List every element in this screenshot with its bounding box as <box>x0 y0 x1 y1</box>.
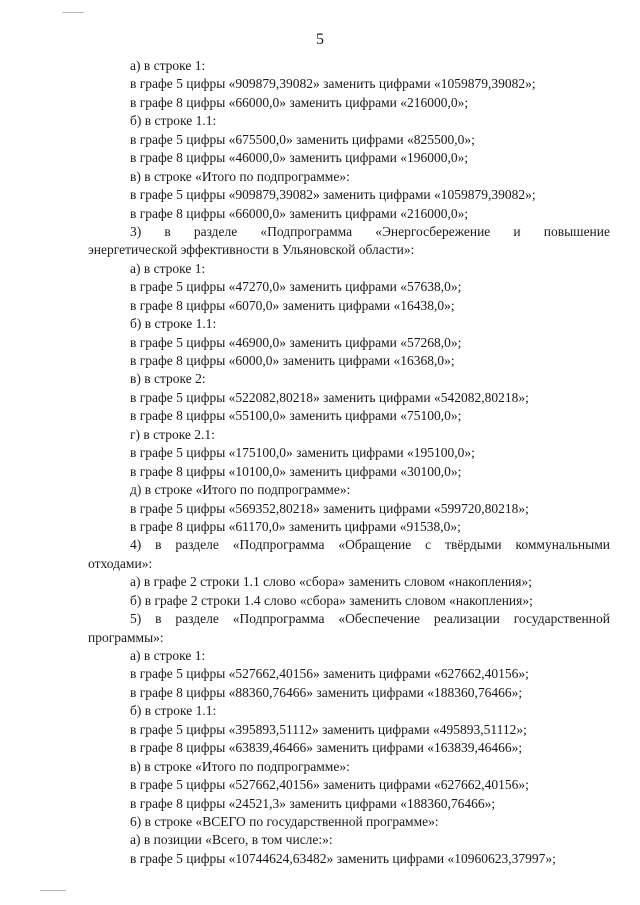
text-line: а) в позиции «Всего, в том числе:»: <box>130 832 333 848</box>
text-line: а) в строке 1: <box>130 648 206 663</box>
line-word: в <box>164 223 171 239</box>
text-line: в графе 8 цифры «63839,46466» заменить цифрами «163839,46466»; <box>130 740 523 756</box>
scan-artifact-bottom <box>40 890 66 891</box>
text-line: в графе 8 цифры «6000,0» заменить цифрами «16368,0»; <box>130 353 455 368</box>
text-line: б) в строке 1.1: <box>130 113 217 129</box>
text-line: в) в строке «Итого по подпрограмме»: <box>130 168 350 184</box>
line-word: «Подпрограмма <box>232 537 325 553</box>
text-line: отходами»: <box>88 555 153 571</box>
line-word: и <box>513 223 521 239</box>
line-word: с <box>425 537 432 553</box>
text-line: в графе 5 цифры «10744624,63482» заменить цифрами «10960623,37997»; <box>130 850 556 866</box>
line-word: разделе <box>175 537 219 553</box>
text-line: а) в строке 1: <box>130 58 206 73</box>
text-line: в графе 8 цифры «10100,0» заменить цифрами «30100,0»; <box>130 463 462 479</box>
line-word: 3) <box>130 223 142 239</box>
text-line: в графе 8 цифры «88360,76466» заменить цифрами «188360,76466»; <box>130 684 523 700</box>
line-word: повышение <box>543 223 610 239</box>
text-line: в графе 8 цифры «55100,0» заменить цифрами «75100,0»; <box>130 408 462 424</box>
text-line <box>88 536 610 554</box>
text-line: в графе 5 цифры «675500,0» заменить цифрами «825500,0»; <box>130 131 475 147</box>
line-word: в <box>155 537 162 553</box>
text-line: программы»: <box>88 629 164 645</box>
page-number: 5 <box>316 31 324 48</box>
text-line: в графе 5 цифры «522082,80218» заменить цифрами «542082,80218»; <box>130 389 529 405</box>
text-line: а) в строке 1: <box>130 260 206 276</box>
document-body <box>88 57 610 868</box>
text-line: в) в строке 2: <box>130 371 206 387</box>
text-line: б) в строке 1.1: <box>130 316 217 332</box>
line-word: твёрдыми <box>445 537 502 553</box>
text-line: д) в строке «Итого по подпрограмме»: <box>130 482 351 498</box>
text-line: г) в строке 2.1: <box>130 426 215 442</box>
text-line: б) в строке 1.1: <box>130 703 217 719</box>
text-line <box>88 610 610 628</box>
text-line: в графе 8 цифры «6070,0» заменить цифрами «16438,0»; <box>130 297 455 313</box>
text-line: энергетической эффективности в Ульяновской области»: <box>88 242 415 258</box>
scan-artifact-top <box>62 12 84 13</box>
text-line: в графе 8 цифры «61170,0» заменить цифрами «91538,0»; <box>130 518 461 534</box>
line-word: «Подпрограмма <box>260 223 353 239</box>
text-line: в графе 8 цифры «66000,0» заменить цифрами «216000,0»; <box>130 94 469 110</box>
text-line: в графе 5 цифры «395893,51112» заменить цифрами «495893,51112»; <box>130 721 527 737</box>
line-word: коммунальными <box>515 537 610 553</box>
text-line: а) в графе 2 строки 1.1 слово «сбора» заменить словом «накопления»; <box>130 574 532 590</box>
text-line: в графе 5 цифры «527662,40156» заменить цифрами «627662,40156»; <box>130 777 529 793</box>
line-word: «Обеспечение <box>338 611 420 627</box>
text-line: в графе 8 цифры «24521,3» заменить цифрами «188360,76466»; <box>130 795 496 811</box>
line-word: 4) <box>130 537 142 553</box>
line-word: государственной <box>513 611 610 627</box>
text-line: в графе 5 цифры «527662,40156» заменить цифрами «627662,40156»; <box>130 666 529 682</box>
text-line <box>88 223 610 241</box>
text-line: в графе 8 цифры «46000,0» заменить цифрами «196000,0»; <box>130 150 469 166</box>
line-word: «Подпрограмма <box>232 611 325 627</box>
text-line: в) в строке «Итого по подпрограмме»: <box>130 758 350 774</box>
line-word: разделе <box>193 223 238 239</box>
text-line: в графе 5 цифры «46900,0» заменить цифрами «57268,0»; <box>130 334 462 350</box>
line-word: разделе <box>175 611 219 627</box>
text-line: в графе 8 цифры «66000,0» заменить цифрами «216000,0»; <box>130 205 469 221</box>
text-line: в графе 5 цифры «175100,0» заменить цифрами «195100,0»; <box>130 445 475 461</box>
line-word: в <box>155 611 162 627</box>
line-word: реализации <box>433 611 500 627</box>
line-word: «Энергосбережение <box>375 223 491 239</box>
line-word: «Обращение <box>338 537 412 553</box>
text-line: в графе 5 цифры «569352,80218» заменить цифрами «599720,80218»; <box>130 500 529 516</box>
text-line: в графе 5 цифры «909879,39082» заменить цифрами «1059879,39082»; <box>130 187 536 203</box>
text-line: в графе 5 цифры «909879,39082» заменить цифрами «1059879,39082»; <box>130 76 536 92</box>
text-line: в графе 5 цифры «47270,0» заменить цифрами «57638,0»; <box>130 279 462 295</box>
text-line: б) в графе 2 строки 1.4 слово «сбора» заменить словом «накопления»; <box>130 592 533 608</box>
text-line: 6) в строке «ВСЕГО по государственной программе»: <box>130 813 439 829</box>
line-word: 5) <box>130 611 142 627</box>
